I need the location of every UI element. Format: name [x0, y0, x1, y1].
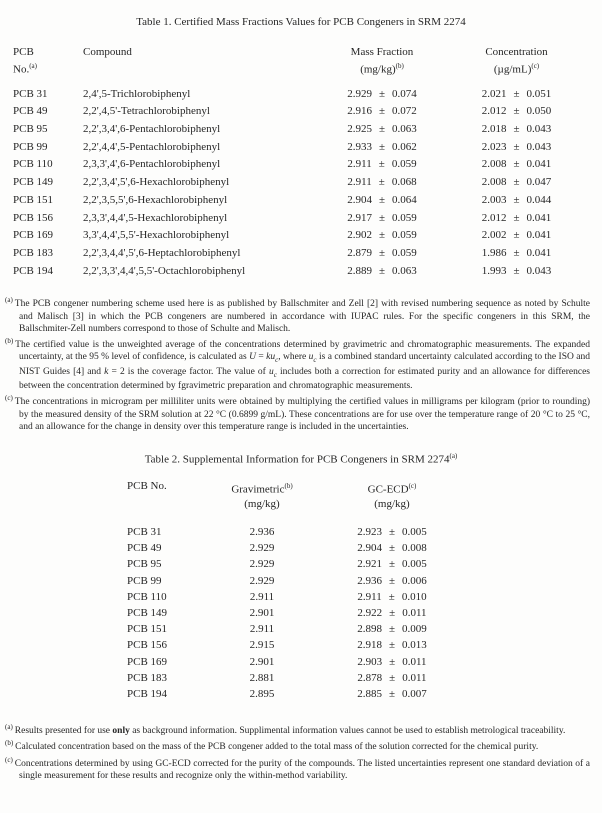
table2-row	[127, 670, 602, 686]
pcb-number-cell: PCB 99	[13, 140, 48, 153]
pcb-no-header: PCB No.	[127, 480, 167, 493]
compound-cell: 2,2',4,5'-Tetrachlorobiphenyl	[83, 105, 210, 118]
plus-minus-symbol: ±	[388, 687, 396, 700]
gravimetric-cell: 2.901	[249, 655, 275, 668]
footnote-text: Calculated concentration based on the mass of the PCB congener added to the total mass of the solution corrected for the chemical purity.	[15, 742, 539, 753]
table1-title	[0, 15, 602, 29]
table1-col-header-concentration	[443, 45, 590, 77]
table1-row	[13, 139, 590, 157]
footnote	[5, 737, 590, 753]
footnote-marker: (a)	[5, 723, 13, 732]
pcb-number-cell: PCB 49	[127, 542, 162, 555]
compound-header: Compound	[83, 46, 132, 58]
gc-ecd-header-line1: GC-ECD$^{(c)}$	[367, 482, 417, 496]
plus-minus-symbol: ±	[513, 87, 520, 100]
pcb-number-cell: PCB 149	[13, 176, 54, 189]
compound-cell: 2,2',3,4,4',5',6-Heptachlorobiphenyl	[83, 246, 241, 259]
mass-fraction-cell: 2.933 ± 0.062	[321, 139, 443, 157]
table2-title-text: Table 2. Supplemental Information for PCB Congeners in SRM 2274	[144, 453, 450, 466]
concentration-cell: 2.023 ± 0.043	[443, 139, 590, 157]
plus-minus-symbol: ±	[513, 193, 520, 206]
table1-row	[13, 245, 590, 263]
gravimetric-cell: 2.911	[249, 590, 275, 603]
gravimetric-cell: 2.936	[249, 525, 275, 538]
pcb-number-cell: PCB 149	[127, 606, 168, 619]
table2-footnotes	[5, 721, 590, 781]
mass-fraction-cell: 2.929 ± 0.074	[321, 86, 443, 104]
plus-minus-symbol: ±	[389, 606, 396, 619]
pcb-number-cell: PCB 49	[13, 105, 48, 118]
gravimetric-cell: 2.901	[249, 606, 275, 619]
compound-cell: 2,3,3',4,4',5-Hexachlorobiphenyl	[83, 211, 228, 224]
gc-ecd-cell: 2.911 ± 0.010	[327, 589, 457, 605]
plus-minus-symbol: ±	[388, 574, 396, 587]
plus-minus-symbol: ±	[388, 623, 396, 636]
plus-minus-symbol: ±	[513, 140, 520, 153]
footnote-ref-c: (c)	[531, 62, 540, 70]
footnote	[5, 392, 590, 432]
pcb-number-cell: PCB 156	[127, 639, 168, 652]
table2-row	[127, 605, 602, 621]
table2-row	[127, 556, 602, 572]
plus-minus-symbol: ±	[388, 639, 396, 652]
pcb-number-cell: PCB 31	[127, 525, 162, 538]
concentration-cell: 2.012 ± 0.041	[443, 210, 590, 228]
compound-cell: 3,3',4,4',5,5'-Hexachlorobiphenyl	[83, 229, 230, 242]
table1-col-header-pcb-no	[13, 45, 83, 77]
table2-col-header-pcb-no	[127, 479, 197, 511]
table2	[127, 479, 602, 702]
compound-cell: 2,3,3',4',6-Pentachlorobiphenyl	[83, 158, 221, 171]
pcb-number-cell: PCB 183	[127, 671, 168, 684]
pcb-number-cell: PCB 99	[127, 574, 162, 587]
concentration-cell: 2.018 ± 0.043	[443, 121, 590, 139]
plus-minus-symbol: ±	[513, 158, 520, 171]
plus-minus-symbol: ±	[378, 105, 386, 118]
pcb-no-header-line2: No.$^{(a)}$	[13, 62, 37, 76]
footnote-text: The PCB congener numbering scheme used here is as published by Ballschmiter and Zell [2] with revised numbering sequence as noted by Schulte and Malisch [3] in which the PCB congeners are numbered in accordance with IUPAC rules. For the specific congeners in this SRM, the Ballschmiter-Zell numbers correspond to those of Schulte and Malisch.	[14, 299, 590, 334]
table1-row	[13, 263, 590, 281]
pcb-number-cell: PCB 151	[13, 193, 54, 206]
gravimetric-cell: 2.881	[249, 671, 275, 684]
plus-minus-symbol: ±	[378, 246, 386, 259]
gc-ecd-cell: 2.878 ± 0.011	[327, 670, 457, 686]
plus-minus-symbol: ±	[513, 264, 520, 277]
table2-row	[127, 621, 602, 637]
table1-row	[13, 103, 590, 121]
plus-minus-symbol: ±	[388, 542, 396, 555]
plus-minus-symbol: ±	[378, 158, 385, 171]
plus-minus-symbol: ±	[389, 671, 396, 684]
plus-minus-symbol: ±	[378, 211, 386, 224]
pcb-number-cell: PCB 95	[127, 558, 162, 571]
gravimetric-cell: 2.929	[249, 542, 275, 555]
plus-minus-symbol: ±	[378, 193, 386, 206]
table2-row	[127, 540, 602, 556]
concentration-cell: 2.008 ± 0.047	[443, 174, 590, 192]
gc-ecd-cell: 2.921 ± 0.005	[327, 556, 457, 572]
footnote-marker: (b)	[5, 336, 14, 345]
plus-minus-symbol: ±	[378, 229, 386, 242]
table2-row	[127, 637, 602, 653]
compound-cell: 2,2',3,5,5',6-Hexachlorobiphenyl	[83, 193, 228, 206]
plus-minus-symbol: ±	[388, 525, 396, 538]
pcb-number-cell: PCB 183	[13, 246, 54, 259]
concentration-cell: 2.008 ± 0.041	[443, 156, 590, 174]
footnote-text: The certified value is the unweighted average of the concentrations determined by gravimetric and chromatographic measurements. The expanded uncertainty, at the 95 % level of confidence, is calculated as $U = ku_c$, where $u_c$ is a combined standard uncertainty calculated according to the ISO and NIST Guides [4] and k = 2 is the coverage factor. The value of $u_c$ includes both a correction for estimated purity and an allowance for differences between the concentration determined by fgravimetric preparation and chromatographic measurements.	[15, 339, 590, 392]
table2-row	[127, 686, 602, 702]
mass-fraction-header-line1: Mass Fraction	[350, 46, 414, 58]
mass-fraction-cell: 2.916 ± 0.072	[321, 103, 443, 121]
gravimetric-header-line2: (mg/kg)	[244, 497, 280, 510]
gravimetric-cell: 2.895	[249, 687, 275, 700]
pcb-number-cell: PCB 156	[13, 211, 54, 224]
pcb-number-cell: PCB 194	[127, 687, 168, 700]
footnote	[5, 721, 590, 737]
pcb-number-cell: PCB 151	[127, 623, 168, 636]
plus-minus-symbol: ±	[513, 229, 520, 242]
table2-title	[0, 449, 602, 467]
table1-row	[13, 86, 590, 104]
footnote-marker: (c)	[5, 394, 13, 403]
pcb-number-cell: PCB 110	[13, 158, 53, 171]
footnote	[5, 754, 590, 782]
footnote-marker: (b)	[5, 739, 14, 748]
footnote-marker: (a)	[5, 296, 13, 305]
compound-cell: 2,2',3,4',5',6-Hexachlorobiphenyl	[83, 176, 230, 189]
concentration-cell: 2.021 ± 0.051	[443, 86, 590, 104]
mass-fraction-header-line2: $(mg/kg)^{(b)}$	[360, 62, 404, 76]
footnote-ref-a: (a)	[449, 451, 458, 460]
plus-minus-symbol: ±	[513, 246, 520, 259]
table2-row	[127, 524, 602, 540]
mass-fraction-cell: 2.902 ± 0.059	[321, 227, 443, 245]
table1-col-header-compound	[83, 45, 321, 77]
compound-cell: 2,2',4,4',5-Pentachlorobiphenyl	[83, 140, 221, 153]
gc-ecd-cell: 2.918 ± 0.013	[327, 637, 457, 653]
pcb-number-cell: PCB 95	[13, 123, 48, 136]
table2-col-header-gravimetric	[197, 479, 327, 511]
plus-minus-symbol: ±	[513, 105, 520, 118]
compound-cell: 2,2',3,3',4,4',5,5'-Octachlorobiphenyl	[83, 264, 246, 277]
plus-minus-symbol: ±	[513, 211, 520, 224]
pcb-no-header-line1: PCB	[13, 46, 34, 58]
table2-body	[127, 524, 602, 702]
footnote	[5, 335, 590, 393]
concentration-header-line2: $(\mu g/mL)^{(c)}$	[493, 62, 540, 76]
table1-row	[13, 156, 590, 174]
gravimetric-cell: 2.915	[249, 639, 275, 652]
gc-ecd-cell: 2.922 ± 0.011	[327, 605, 457, 621]
gravimetric-cell: 2.911	[249, 623, 275, 636]
gc-ecd-cell: 2.898 ± 0.009	[327, 621, 457, 637]
pcb-number-cell: PCB 169	[127, 655, 168, 668]
table1-header-row	[13, 45, 590, 77]
mass-fraction-cell: 2.911 ± 0.068	[321, 174, 443, 192]
table1-row	[13, 121, 590, 139]
mass-fraction-cell: 2.879 ± 0.059	[321, 245, 443, 263]
plus-minus-symbol: ±	[513, 176, 520, 189]
gravimetric-cell: 2.929	[249, 558, 275, 571]
plus-minus-symbol: ±	[378, 176, 385, 189]
pcb-number-cell: PCB 194	[13, 264, 54, 277]
plus-minus-symbol: ±	[378, 140, 386, 153]
plus-minus-symbol: ±	[388, 558, 396, 571]
mass-fraction-cell: 2.889 ± 0.063	[321, 263, 443, 281]
table1-row	[13, 192, 590, 210]
concentration-cell: 2.012 ± 0.050	[443, 103, 590, 121]
table2-header-row	[127, 479, 602, 511]
concentration-header-line1: Concentration	[485, 46, 548, 58]
plus-minus-symbol: ±	[389, 655, 396, 668]
footnote	[5, 294, 590, 334]
footnote-ref-a: (a)	[29, 62, 37, 70]
plus-minus-symbol: ±	[388, 590, 395, 603]
footnote-ref-b: (b)	[395, 62, 404, 70]
mass-fraction-cell: 2.911 ± 0.059	[321, 156, 443, 174]
table1-footnotes	[5, 294, 590, 432]
footnote-text: Results presented for use only as background information. Supplimental information values cannot be used to establish metrological traceability.	[14, 726, 566, 737]
gc-ecd-cell: 2.936 ± 0.006	[327, 573, 457, 589]
gc-ecd-cell: 2.923 ± 0.005	[327, 524, 457, 540]
mass-fraction-cell: 2.917 ± 0.059	[321, 210, 443, 228]
table1-title-text: Table 1. Certified Mass Fractions Values for PCB Congeners in SRM 2274	[136, 16, 466, 28]
gravimetric-header-line1: Gravimetric$^{(b)}$	[231, 482, 293, 496]
pcb-number-cell: PCB 31	[13, 87, 48, 100]
pcb-number-cell: PCB 169	[13, 229, 54, 242]
gc-ecd-cell: 2.885 ± 0.007	[327, 686, 457, 702]
table2-row	[127, 589, 602, 605]
concentration-cell: 1.986 ± 0.041	[443, 245, 590, 263]
plus-minus-symbol: ±	[513, 123, 520, 136]
gravimetric-cell: 2.929	[249, 574, 275, 587]
gc-ecd-header-line2: (mg/kg)	[374, 497, 410, 510]
plus-minus-symbol: ±	[378, 264, 386, 277]
table2-row	[127, 573, 602, 589]
mass-fraction-cell: 2.925 ± 0.063	[321, 121, 443, 139]
table2-row	[127, 654, 602, 670]
concentration-cell: 2.002 ± 0.041	[443, 227, 590, 245]
footnote-ref-c: (c)	[408, 482, 417, 491]
table1-row	[13, 210, 590, 228]
gc-ecd-cell: 2.903 ± 0.011	[327, 654, 457, 670]
footnote-text: Concentrations determined by using GC-ECD corrected for the purity of the compounds. The listed uncertainties represent one standard deviation of a single measurement for these results and recognize only the within-method variability.	[14, 758, 590, 781]
table1	[13, 45, 590, 280]
footnote-ref-b: (b)	[284, 482, 293, 491]
table2-col-header-gc-ecd	[327, 479, 457, 511]
plus-minus-symbol: ±	[378, 123, 386, 136]
table1-col-header-mass-fraction	[321, 45, 443, 77]
gc-ecd-cell: 2.904 ± 0.008	[327, 540, 457, 556]
plus-minus-symbol: ±	[378, 87, 386, 100]
concentration-cell: 2.003 ± 0.044	[443, 192, 590, 210]
footnote-text: The concentrations in microgram per milliliter units were obtained by multiplying the certified values in milligrams per kilogram (prior to rounding) by the measured density of the SRM solution at 22 °C (0.6899 g/mL). These concentrations are for use over the temperature range of 20 °C to 25 °C, and an allowance for the change in density over this temperature range is included in the uncertainties.	[14, 397, 590, 432]
pcb-number-cell: PCB 110	[127, 590, 167, 603]
compound-cell: 2,2',3,4',6-Pentachlorobiphenyl	[83, 123, 221, 136]
compound-cell: 2,4',5-Trichlorobiphenyl	[83, 87, 191, 100]
table1-row	[13, 174, 590, 192]
table1-body	[13, 86, 590, 281]
mass-fraction-cell: 2.904 ± 0.064	[321, 192, 443, 210]
table1-row	[13, 227, 590, 245]
footnote-marker: (c)	[5, 755, 13, 764]
concentration-cell: 1.993 ± 0.043	[443, 263, 590, 281]
